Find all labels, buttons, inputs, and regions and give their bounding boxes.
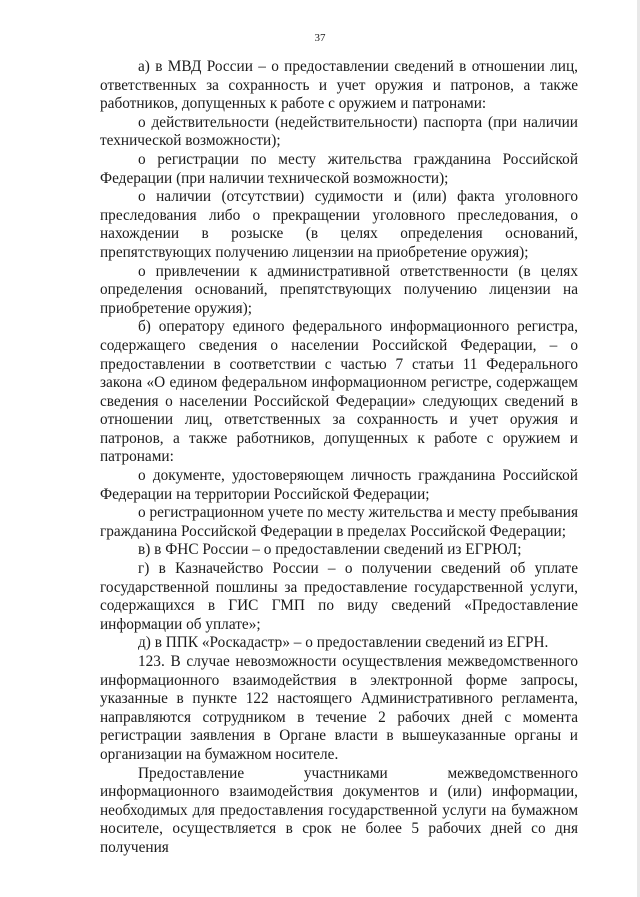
paragraph-roskadastr-request: д) в ППК «Роскадастр» – о предоставлении сведений из ЕГРН. [138, 634, 549, 652]
paragraph-fns-request: в) в ФНС России – о предоставлении сведений из ЕГРЮЛ; [138, 541, 522, 559]
document-body [100, 58, 578, 858]
page-number: 37 [314, 32, 326, 44]
paragraph-federal-register-operator: б) оператору единого федерального информационного регистра, содержащего сведения о населении Российской Федерации, – о предоставлении в соответствии с частью 7 статьи 11 Федерального закона «О едином федеральном информационном регистре, содержащем сведения о населении Российской Федерации» следующих сведений в отношении лиц, ответственных за сохранность и учет оружия и патронов, а также работников, допущенных к работе с оружием и патронами: [100, 318, 578, 466]
paragraph-mvd-request: а) в МВД России – о предоставлении сведений в отношении лиц, ответственных за сохранность и учет оружия и патронов, а также работников, допущенных к работе с оружием и патронами: [100, 58, 578, 113]
paragraph-identity-document: о документе, удостоверяющем личность гражданина Российской Федерации на территории Российской Федерации; [100, 467, 578, 503]
paragraph-treasury-request: г) в Казначейство России – о получении сведений об уплате государственной пошлины за предоставление государственной услуги, содержащихся в ГИС ГМП по виду сведений «Предоставление информации об уплате»; [100, 560, 578, 633]
paragraph-paper-interaction: Предоставление участниками межведомственного информационного взаимодействия документов и (или) информации, необходимых для предоставления государственной услуги на бумажном носителе, осуществляется в срок не более 5 рабочих дней со дня получения [100, 764, 578, 856]
paragraph-residence-registration: о регистрации по месту жительства гражданина Российской Федерации (при наличии технической возможности); [100, 150, 578, 187]
paragraph-item-123: 123. В случае невозможности осуществления межведомственного информационного взаимодействия в электронной форме запросы, указанные в пункте 122 настоящего Административного регламента, направляются сотрудником в течение 2 рабочих дней с момента регистрации заявления в Органе власти в вышеуказанные органы и организации на бумажном носителе. [100, 653, 578, 763]
paragraph-criminal-record: о наличии (отсутствии) судимости и (или) факта уголовного преследования либо о прекращении уголовного преследования, о нахождении в розыске (в целях определения оснований, препятствующих получению лицензии на приобретение оружия); [100, 188, 578, 261]
paragraph-administrative-liability: о привлечении к административной ответственности (в целях определения оснований, препятствующих получению лицензии на приобретение оружия); [100, 262, 578, 317]
paragraph-registration-record: о регистрационном учете по месту жительства и месту пребывания гражданина Российской Федерации в пределах Российской Федерации; [100, 504, 578, 540]
paragraph-passport-validity: о действительности (недействительности) паспорта (при наличии технической возможности); [100, 113, 578, 150]
